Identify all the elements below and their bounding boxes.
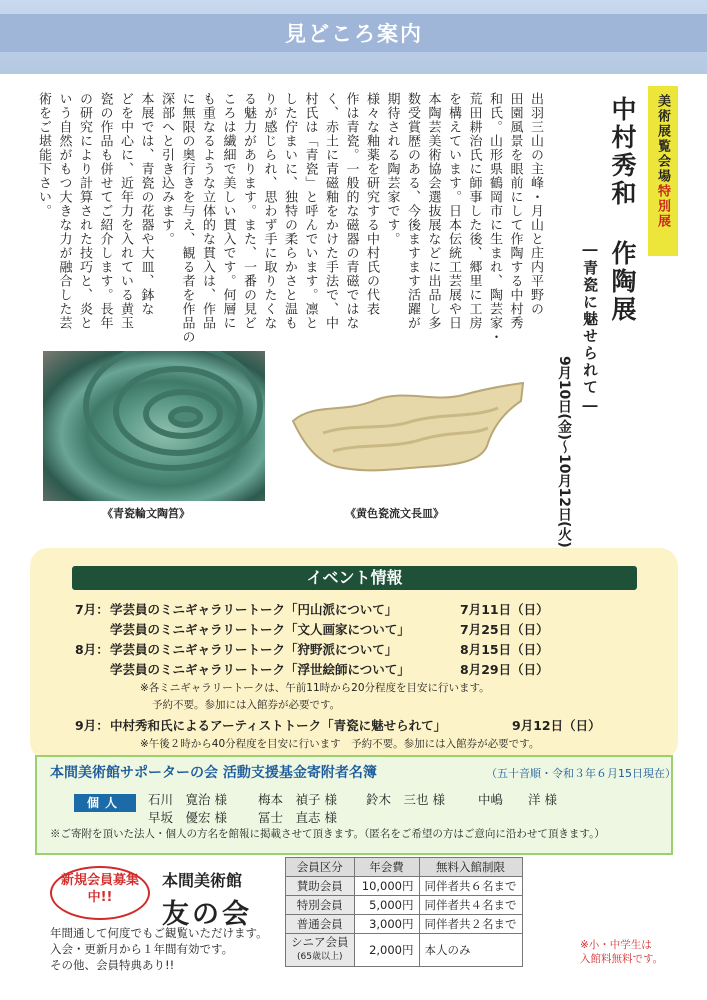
article-column: いう自然がもつ大きな力が融合した芸 <box>56 92 72 330</box>
child-admission-note: ※小・中学生は 入館料無料です。 <box>580 939 664 965</box>
museum-name: 本間美術館 <box>162 871 243 890</box>
event-item: 学芸員のミニギャラリートーク「円山派について」 <box>110 602 398 617</box>
yellow-plate-photo <box>283 373 533 483</box>
article-column: 期待される陶芸家です。 <box>384 92 400 246</box>
article-column: 作は青瓷。一般的な磁器の青磁ではな <box>343 92 359 330</box>
article-column: した佇まいに、独特の柔らかさと温も <box>282 92 297 330</box>
event-month: 9月： <box>75 718 109 733</box>
article-column: 術をご堪能下さい。 <box>36 92 51 218</box>
article-column: 田園風景を眼前にして作陶する中村秀 <box>507 92 523 330</box>
article-column: 出羽三山の主峰・月山と庄内平野の <box>528 92 543 316</box>
article-column: 本陶芸美術協会選抜展などに出品し多 <box>425 92 441 330</box>
club-name: 友の会 <box>162 899 252 930</box>
supporters-date: （五十音順・令和３年６月15日現在） <box>486 767 676 780</box>
event-date: 9月12日（日） <box>512 718 601 733</box>
venue-text: 美術展覧会場 <box>655 94 670 184</box>
member-fee: 10,000円 <box>354 877 419 896</box>
event-item: 中村秀和氏によるアーティストトーク「青瓷に魅せられて」 <box>110 718 447 733</box>
event-date: 8月15日（日） <box>460 642 549 657</box>
article-column: く、赤土に青磁釉をかけた手法で、中 <box>323 92 338 330</box>
event-item: 学芸員のミニギャラリートーク「浮世絵師について」 <box>110 662 410 677</box>
article-column: 数受賞歴のある、今後ますます活躍が <box>405 92 420 330</box>
table-row <box>286 896 523 915</box>
member-type-label: シニア会員 <box>291 935 349 949</box>
donor-name: 石川 寛治 様 <box>148 792 227 807</box>
member-type: 普通会員 <box>286 915 355 934</box>
special-exhibition-label: 特別展 <box>655 184 670 229</box>
article-column: も重なるような立体的な貫入は、作品 <box>200 92 215 330</box>
event-date: 7月25日（日） <box>460 622 549 637</box>
member-fee: 5,000円 <box>354 896 419 915</box>
member-limit: 同伴者共６名まで <box>419 877 522 896</box>
event-month: 8月： <box>75 642 109 657</box>
member-limit: 同伴者共４名まで <box>419 896 522 915</box>
venue-label <box>648 86 678 256</box>
event-item: 学芸員のミニギャラリートーク「文人画家について」 <box>110 622 410 637</box>
membership-fee-table <box>285 857 523 967</box>
member-type <box>286 934 355 967</box>
club-info: 入会・更新月から１年間有効です。 <box>50 942 234 956</box>
events-title: イベント情報 <box>306 568 403 587</box>
article-column: 和氏。山形県鶴岡市に生まれ、陶芸家・ <box>487 92 502 344</box>
club-info: 年間通して何度でもご観覧いただけます。 <box>50 926 268 940</box>
article-column: 瓷の作品も併せてご紹介します。長年 <box>97 92 113 330</box>
article-column: 様々な釉薬を研究する中村氏の代表 <box>364 92 379 316</box>
member-fee: 3,000円 <box>354 915 419 934</box>
article-column: に無限の奥行きを与え、観る者を作品の <box>179 92 195 344</box>
photo2-caption: 《黄色瓷流文長皿》 <box>345 507 444 520</box>
donor-name: 中嶋 洋 様 <box>478 792 557 807</box>
member-limit: 同伴者共２名まで <box>419 915 522 934</box>
table-header: 会員区分 <box>286 858 355 877</box>
article-column: の研究により計算された技巧と、炎と <box>77 92 92 330</box>
event-item: 学芸員のミニギャラリートーク「狩野派について」 <box>110 642 398 657</box>
article-column: りが感じられ、思わず手に取りたくな <box>261 92 277 330</box>
donor-name: 梅本 禎子 様 <box>258 792 337 807</box>
article-column: を構えています。日本伝統工芸展や日 <box>446 92 461 330</box>
individual-label: 個人 <box>74 794 136 812</box>
recruit-badge-text: 新規会員募集中!! <box>60 873 139 905</box>
supporters-note: ※ご寄附を頂いた法人・個人の方名を館報に掲載させて頂きます。（匿名をご希望の方はご意向に沿わせて頂きます。） <box>50 828 605 840</box>
article-column: 深部へと引き込みます。 <box>159 92 174 246</box>
donor-name: 鈴木 三也 様 <box>366 792 445 807</box>
event-note: ※各ミニギャラリートークは、午前11時から20分程度を目安に行います。 <box>140 682 490 694</box>
member-limit: 本人のみ <box>419 934 522 967</box>
event-date: 8月29日（日） <box>460 662 549 677</box>
photo1-caption: 《青瓷輪文陶筥》 <box>102 507 190 520</box>
donor-name: 早坂 優宏 様 <box>148 810 227 825</box>
event-date: 7月11日（日） <box>460 602 549 617</box>
table-row <box>286 915 523 934</box>
exhibition-dates: 9月10日(金)～10月12日(火) <box>556 356 572 548</box>
table-row <box>286 934 523 967</box>
article-column: ころは繊細で美しい貫入です。何層に <box>220 92 236 330</box>
event-note: 予約不要。参加には入館券が必要です。 <box>152 699 341 711</box>
table-header: 無料入館制限 <box>419 858 522 877</box>
article-column: どを中心に、近年力を入れている黄玉 <box>118 92 133 330</box>
event-month: 7月： <box>75 602 109 617</box>
article-column: る魅力があります。また、一番の見ど <box>241 92 256 330</box>
exhibition-title: 中村秀和 作陶展 <box>608 96 637 324</box>
article-column: 村氏は「青瓷」と呼んでいます。凛と <box>302 92 318 330</box>
member-type: 特別会員 <box>286 896 355 915</box>
table-header: 年会費 <box>354 858 419 877</box>
member-type: 賛助会員 <box>286 877 355 896</box>
supporters-title: 本間美術館サポーターの会 活動支援基金寄附者名簿 <box>50 765 377 781</box>
page-title: 見どころ案内 <box>285 22 423 46</box>
club-info: その他、会員特典あり!! <box>50 958 175 972</box>
member-type-note: (65歳以上) <box>297 952 343 962</box>
article-column: 荒田耕治氏に師事した後、郷里に工房 <box>466 92 482 330</box>
exhibition-subtitle: ―青瓷に魅せられて― <box>581 240 599 416</box>
member-fee: 2,000円 <box>354 934 419 967</box>
table-row <box>286 877 523 896</box>
event-note: ※午後２時から40分程度を目安に行います 予約不要。参加には入館券が必要です。 <box>140 738 540 750</box>
celadon-box-photo <box>43 351 265 501</box>
donor-name: 冨士 直志 様 <box>258 810 337 825</box>
article-column: 本展では、青瓷の花器や大皿、鉢な <box>138 92 154 316</box>
